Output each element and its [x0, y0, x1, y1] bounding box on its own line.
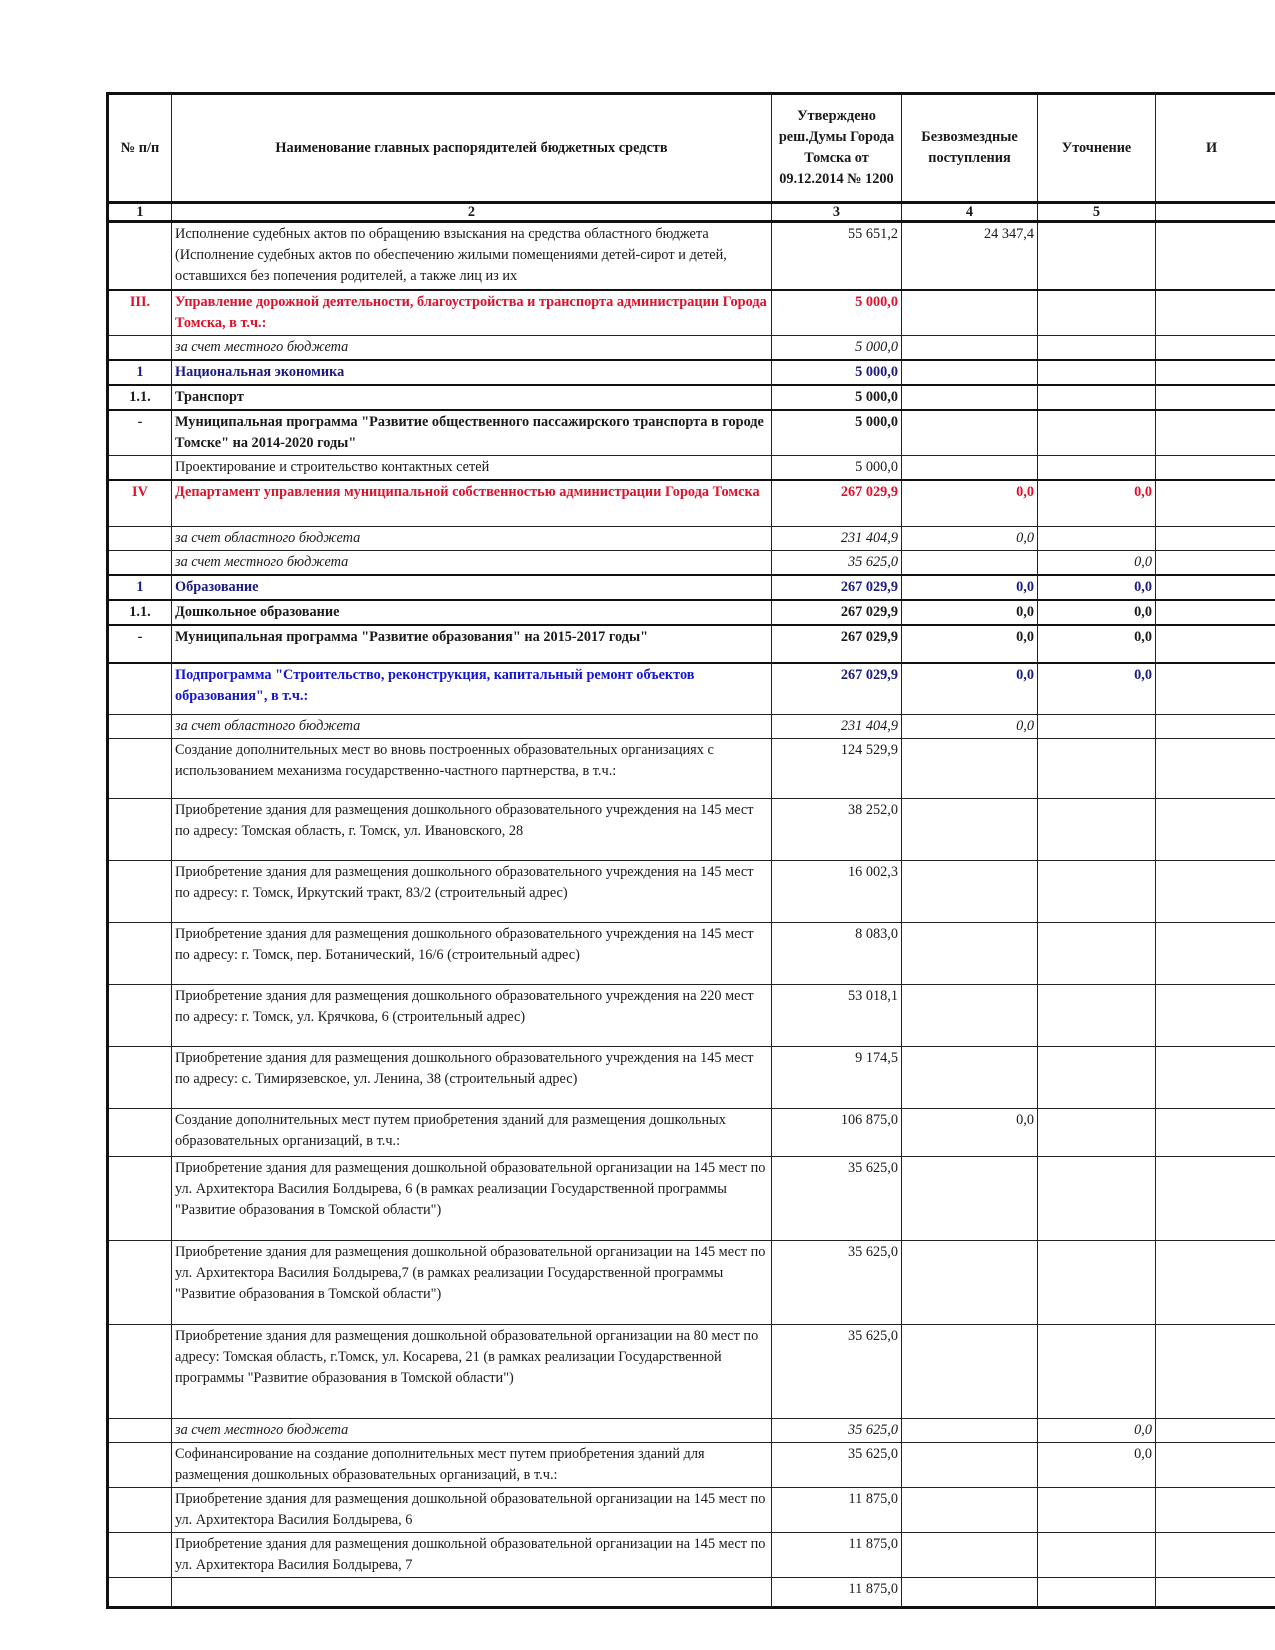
- row-name: Приобретение здания для размещения дошкольной образовательной организации на 145 мест по ул. Архитектора Василия Болдырева, 7: [172, 1533, 772, 1578]
- row-adjustment-amount: [1038, 861, 1156, 923]
- row-total-partial: [1156, 1578, 1275, 1608]
- row-approved-amount: 11 875,0: [772, 1578, 902, 1608]
- row-adjustment-amount: 0,0: [1038, 600, 1156, 625]
- row-adjustment-amount: [1038, 222, 1156, 290]
- row-number: [108, 1047, 172, 1109]
- row-total-partial: [1156, 739, 1275, 799]
- row-grants-amount: 0,0: [902, 1109, 1038, 1157]
- row-name: за счет местного бюджета: [172, 336, 772, 361]
- table-row: [108, 1109, 1275, 1157]
- row-approved-amount: 267 029,9: [772, 663, 902, 715]
- table-row: [108, 1047, 1275, 1109]
- row-adjustment-amount: 0,0: [1038, 663, 1156, 715]
- row-adjustment-amount: [1038, 799, 1156, 861]
- row-adjustment-amount: [1038, 1241, 1156, 1325]
- row-name: за счет областного бюджета: [172, 526, 772, 550]
- header-approved: Утверждено реш.Думы Города Томска от 09.12.2014 № 1200: [772, 94, 902, 203]
- row-approved-amount: 35 625,0: [772, 550, 902, 575]
- row-name: [172, 1578, 772, 1608]
- row-approved-amount: 35 625,0: [772, 1241, 902, 1325]
- row-total-partial: [1156, 480, 1275, 526]
- row-number: [108, 715, 172, 739]
- table-row: [108, 663, 1275, 715]
- table-row: [108, 336, 1275, 361]
- row-number: 1.1.: [108, 385, 172, 410]
- table-row: [108, 861, 1275, 923]
- row-approved-amount: 11 875,0: [772, 1533, 902, 1578]
- table-row: [108, 550, 1275, 575]
- row-grants-amount: [902, 799, 1038, 861]
- row-grants-amount: [902, 290, 1038, 336]
- column-number: [1156, 203, 1275, 222]
- row-total-partial: [1156, 663, 1275, 715]
- table-row: [108, 1419, 1275, 1443]
- row-number: [108, 1109, 172, 1157]
- row-total-partial: [1156, 410, 1275, 456]
- table-row: [108, 1241, 1275, 1325]
- row-total-partial: [1156, 985, 1275, 1047]
- table-row: [108, 625, 1275, 663]
- row-approved-amount: 16 002,3: [772, 861, 902, 923]
- row-adjustment-amount: [1038, 1488, 1156, 1533]
- row-adjustment-amount: [1038, 360, 1156, 385]
- row-approved-amount: 231 404,9: [772, 715, 902, 739]
- row-number: [108, 799, 172, 861]
- header-number: № п/п: [108, 94, 172, 203]
- row-total-partial: [1156, 1325, 1275, 1419]
- row-name: Образование: [172, 575, 772, 600]
- row-total-partial: [1156, 923, 1275, 985]
- row-adjustment-amount: [1038, 456, 1156, 481]
- row-total-partial: [1156, 1488, 1275, 1533]
- row-total-partial: [1156, 456, 1275, 481]
- row-adjustment-amount: 0,0: [1038, 625, 1156, 663]
- row-name: Департамент управления муниципальной собственностью администрации Города Томска: [172, 480, 772, 526]
- row-grants-amount: [902, 1157, 1038, 1241]
- row-approved-amount: 267 029,9: [772, 625, 902, 663]
- row-total-partial: [1156, 861, 1275, 923]
- row-name: Транспорт: [172, 385, 772, 410]
- row-grants-amount: 0,0: [902, 526, 1038, 550]
- row-number: 1.1.: [108, 600, 172, 625]
- row-grants-amount: [902, 456, 1038, 481]
- table-row: [108, 923, 1275, 985]
- row-grants-amount: [902, 1241, 1038, 1325]
- row-name: Проектирование и строительство контактных сетей: [172, 456, 772, 481]
- row-name: Подпрограмма "Строительство, реконструкция, капитальный ремонт объектов образования", в т.ч.:: [172, 663, 772, 715]
- table-row: [108, 410, 1275, 456]
- row-number: [108, 550, 172, 575]
- row-grants-amount: [902, 410, 1038, 456]
- row-grants-amount: [902, 1488, 1038, 1533]
- table-row: [108, 600, 1275, 625]
- row-approved-amount: 106 875,0: [772, 1109, 902, 1157]
- header-total-partial: И: [1156, 94, 1275, 203]
- table-row: [108, 480, 1275, 526]
- row-number: [108, 1325, 172, 1419]
- header-adjustment: Уточнение: [1038, 94, 1156, 203]
- row-approved-amount: 35 625,0: [772, 1443, 902, 1488]
- budget-table: [106, 92, 1275, 1609]
- row-grants-amount: [902, 861, 1038, 923]
- table-row: [108, 290, 1275, 336]
- table-row: [108, 385, 1275, 410]
- row-number: [108, 1157, 172, 1241]
- row-total-partial: [1156, 550, 1275, 575]
- row-name: Муниципальная программа "Развитие образования" на 2015-2017 годы": [172, 625, 772, 663]
- row-number: [108, 923, 172, 985]
- row-total-partial: [1156, 1533, 1275, 1578]
- column-number: 3: [772, 203, 902, 222]
- row-adjustment-amount: [1038, 385, 1156, 410]
- row-adjustment-amount: [1038, 715, 1156, 739]
- row-adjustment-amount: [1038, 923, 1156, 985]
- row-name: Приобретение здания для размещения дошкольной образовательной организации на 145 мест по ул. Архитектора Василия Болдырева, 6 (в рамках реализации Государственной программы "Развитие образования в Томской области"): [172, 1157, 772, 1241]
- table-row: [108, 739, 1275, 799]
- row-name: за счет местного бюджета: [172, 550, 772, 575]
- table-row: [108, 1533, 1275, 1578]
- row-approved-amount: 267 029,9: [772, 600, 902, 625]
- row-total-partial: [1156, 1241, 1275, 1325]
- row-grants-amount: 24 347,4: [902, 222, 1038, 290]
- row-number: [108, 1578, 172, 1608]
- row-name: за счет местного бюджета: [172, 1419, 772, 1443]
- row-adjustment-amount: 0,0: [1038, 575, 1156, 600]
- row-name: Дошкольное образование: [172, 600, 772, 625]
- row-adjustment-amount: [1038, 1047, 1156, 1109]
- row-approved-amount: 38 252,0: [772, 799, 902, 861]
- row-grants-amount: 0,0: [902, 663, 1038, 715]
- row-number: [108, 1533, 172, 1578]
- row-approved-amount: 9 174,5: [772, 1047, 902, 1109]
- table-row: [108, 1488, 1275, 1533]
- column-number: 4: [902, 203, 1038, 222]
- column-number: 1: [108, 203, 172, 222]
- column-number: 5: [1038, 203, 1156, 222]
- row-approved-amount: 11 875,0: [772, 1488, 902, 1533]
- row-total-partial: [1156, 1109, 1275, 1157]
- row-total-partial: [1156, 1157, 1275, 1241]
- row-total-partial: [1156, 1047, 1275, 1109]
- row-approved-amount: 267 029,9: [772, 575, 902, 600]
- row-name: Исполнение судебных актов по обращению взыскания на средства областного бюджета (Исполнение судебных актов по обеспечению жилыми помещениями детей-сирот и детей, оставшихся без попечения родителей, а также лиц из их: [172, 222, 772, 290]
- row-total-partial: [1156, 336, 1275, 361]
- row-name: Управление дорожной деятельности, благоустройства и транспорта администрации Города Томска, в т.ч.:: [172, 290, 772, 336]
- row-number: III.: [108, 290, 172, 336]
- row-number: [108, 1488, 172, 1533]
- row-adjustment-amount: 0,0: [1038, 550, 1156, 575]
- row-adjustment-amount: 0,0: [1038, 1443, 1156, 1488]
- row-name: Приобретение здания для размещения дошкольного образовательного учреждения на 145 мест по адресу: Томская область, г. Томск, ул. Ивановского, 28: [172, 799, 772, 861]
- row-grants-amount: 0,0: [902, 715, 1038, 739]
- row-adjustment-amount: [1038, 290, 1156, 336]
- row-grants-amount: 0,0: [902, 575, 1038, 600]
- row-total-partial: [1156, 1419, 1275, 1443]
- table-row: [108, 715, 1275, 739]
- row-grants-amount: [902, 550, 1038, 575]
- row-name: Приобретение здания для размещения дошкольной образовательной организации на 80 мест по адресу: Томская область, г.Томск, ул. Косарева, 21 (в рамках реализации Государственной программы "Развитие образования в Томской области"): [172, 1325, 772, 1419]
- row-total-partial: [1156, 1443, 1275, 1488]
- row-total-partial: [1156, 600, 1275, 625]
- row-adjustment-amount: [1038, 1157, 1156, 1241]
- row-approved-amount: 55 651,2: [772, 222, 902, 290]
- row-approved-amount: 5 000,0: [772, 290, 902, 336]
- row-total-partial: [1156, 799, 1275, 861]
- row-adjustment-amount: [1038, 336, 1156, 361]
- row-number: [108, 1443, 172, 1488]
- row-approved-amount: 124 529,9: [772, 739, 902, 799]
- row-total-partial: [1156, 360, 1275, 385]
- row-grants-amount: [902, 739, 1038, 799]
- row-name: Приобретение здания для размещения дошкольного образовательного учреждения на 145 мест по адресу: г. Томск, Иркутский тракт, 83/2 (строительный адрес): [172, 861, 772, 923]
- row-number: [108, 222, 172, 290]
- row-name: Национальная экономика: [172, 360, 772, 385]
- row-grants-amount: [902, 923, 1038, 985]
- row-adjustment-amount: [1038, 1578, 1156, 1608]
- row-grants-amount: [902, 1578, 1038, 1608]
- row-adjustment-amount: [1038, 739, 1156, 799]
- row-total-partial: [1156, 385, 1275, 410]
- row-adjustment-amount: [1038, 410, 1156, 456]
- header-grants: Безвозмездные поступления: [902, 94, 1038, 203]
- row-number: IV: [108, 480, 172, 526]
- row-number: [108, 739, 172, 799]
- row-total-partial: [1156, 290, 1275, 336]
- row-number: [108, 526, 172, 550]
- row-approved-amount: 35 625,0: [772, 1419, 902, 1443]
- table-row: [108, 526, 1275, 550]
- row-grants-amount: [902, 1047, 1038, 1109]
- row-total-partial: [1156, 625, 1275, 663]
- row-name: Приобретение здания для размещения дошкольного образовательного учреждения на 220 мест по адресу: г. Томск, ул. Крячкова, 6 (строительный адрес): [172, 985, 772, 1047]
- row-total-partial: [1156, 715, 1275, 739]
- row-total-partial: [1156, 575, 1275, 600]
- row-grants-amount: [902, 336, 1038, 361]
- row-grants-amount: [902, 360, 1038, 385]
- table-row: [108, 1325, 1275, 1419]
- row-name: Приобретение здания для размещения дошкольной образовательной организации на 145 мест по ул. Архитектора Василия Болдырева,7 (в рамках реализации Государственной программы "Развитие образования в Томской области"): [172, 1241, 772, 1325]
- row-number: 1: [108, 575, 172, 600]
- row-approved-amount: 35 625,0: [772, 1157, 902, 1241]
- row-number: -: [108, 410, 172, 456]
- row-name: Приобретение здания для размещения дошкольного образовательного учреждения на 145 мест по адресу: с. Тимирязевское, ул. Ленина, 38 (строительный адрес): [172, 1047, 772, 1109]
- row-approved-amount: 35 625,0: [772, 1325, 902, 1419]
- row-adjustment-amount: 0,0: [1038, 1419, 1156, 1443]
- row-grants-amount: [902, 1325, 1038, 1419]
- row-number: [108, 663, 172, 715]
- row-approved-amount: 267 029,9: [772, 480, 902, 526]
- row-grants-amount: [902, 385, 1038, 410]
- row-approved-amount: 5 000,0: [772, 456, 902, 481]
- row-grants-amount: [902, 1419, 1038, 1443]
- row-approved-amount: 5 000,0: [772, 385, 902, 410]
- row-number: [108, 861, 172, 923]
- row-number: [108, 1419, 172, 1443]
- table-row: [108, 1578, 1275, 1608]
- row-grants-amount: [902, 1533, 1038, 1578]
- row-adjustment-amount: [1038, 1109, 1156, 1157]
- row-adjustment-amount: [1038, 1533, 1156, 1578]
- row-approved-amount: 5 000,0: [772, 410, 902, 456]
- row-grants-amount: 0,0: [902, 480, 1038, 526]
- row-grants-amount: [902, 1443, 1038, 1488]
- header-name: Наименование главных распорядителей бюджетных средств: [172, 94, 772, 203]
- row-number: [108, 456, 172, 481]
- row-approved-amount: 8 083,0: [772, 923, 902, 985]
- row-name: Приобретение здания для размещения дошкольного образовательного учреждения на 145 мест по адресу: г. Томск, пер. Ботанический, 16/6 (строительный адрес): [172, 923, 772, 985]
- row-name: Создание дополнительных мест во вновь построенных образовательных организациях с использованием механизма государственно-частного партнерства, в т.ч.:: [172, 739, 772, 799]
- row-number: -: [108, 625, 172, 663]
- column-number: 2: [172, 203, 772, 222]
- table-row: [108, 222, 1275, 290]
- row-grants-amount: [902, 985, 1038, 1047]
- row-total-partial: [1156, 526, 1275, 550]
- table-row: [108, 360, 1275, 385]
- row-approved-amount: 53 018,1: [772, 985, 902, 1047]
- table-row: [108, 985, 1275, 1047]
- row-total-partial: [1156, 222, 1275, 290]
- row-name: Приобретение здания для размещения дошкольной образовательной организации на 145 мест по ул. Архитектора Василия Болдырева, 6: [172, 1488, 772, 1533]
- row-grants-amount: 0,0: [902, 600, 1038, 625]
- row-number: [108, 1241, 172, 1325]
- row-number: [108, 336, 172, 361]
- row-grants-amount: 0,0: [902, 625, 1038, 663]
- row-adjustment-amount: 0,0: [1038, 480, 1156, 526]
- row-number: 1: [108, 360, 172, 385]
- table-row: [108, 1157, 1275, 1241]
- row-name: Софинансирование на создание дополнительных мест путем приобретения зданий для размещения дошкольных образовательных организаций, в т.ч.:: [172, 1443, 772, 1488]
- row-name: за счет областного бюджета: [172, 715, 772, 739]
- row-approved-amount: 5 000,0: [772, 336, 902, 361]
- row-approved-amount: 231 404,9: [772, 526, 902, 550]
- row-number: [108, 985, 172, 1047]
- table-row: [108, 799, 1275, 861]
- row-name: Муниципальная программа "Развитие общественного пассажирского транспорта в городе Томске" на 2014-2020 годы": [172, 410, 772, 456]
- table-row: [108, 1443, 1275, 1488]
- table-row: [108, 575, 1275, 600]
- row-adjustment-amount: [1038, 985, 1156, 1047]
- row-adjustment-amount: [1038, 1325, 1156, 1419]
- column-numbers-row: [108, 203, 1275, 222]
- table-header-row: [108, 94, 1275, 203]
- row-name: Создание дополнительных мест путем приобретения зданий для размещения дошкольных образовательных организаций, в т.ч.:: [172, 1109, 772, 1157]
- table-row: [108, 456, 1275, 481]
- row-approved-amount: 5 000,0: [772, 360, 902, 385]
- row-adjustment-amount: [1038, 526, 1156, 550]
